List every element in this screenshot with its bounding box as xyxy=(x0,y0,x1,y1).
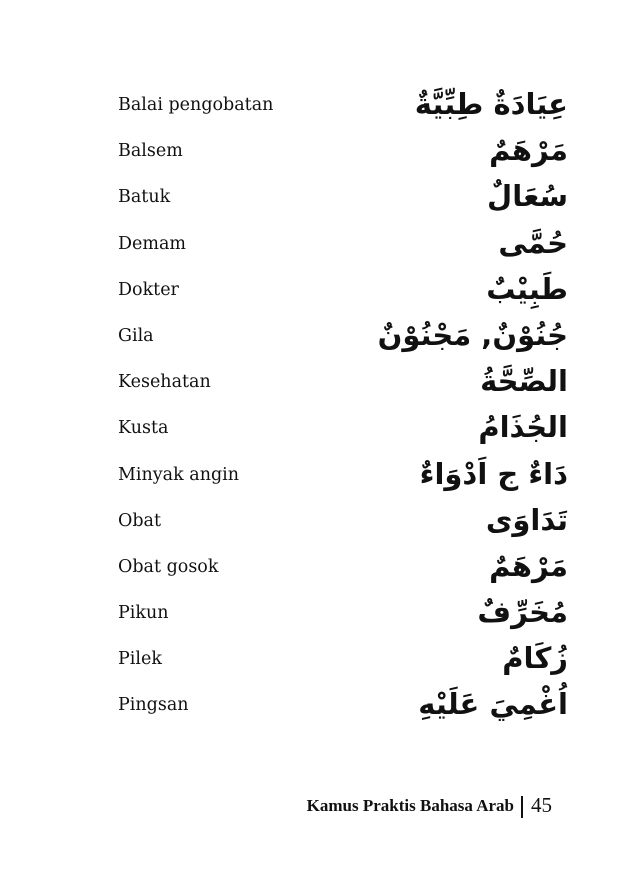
entry-indonesian: Kusta xyxy=(118,418,169,439)
entry-list xyxy=(0,82,638,729)
entry-row xyxy=(0,590,638,636)
entry-arabic: عِيَادَةٌ طِبِّيَّةٌ xyxy=(414,87,568,121)
entry-indonesian: Kesehatan xyxy=(118,372,211,393)
entry-row xyxy=(0,82,638,128)
entry-row xyxy=(0,544,638,590)
entry-arabic: مَرْهَمٌ xyxy=(489,548,568,583)
entry-row xyxy=(0,267,638,313)
page-footer xyxy=(0,790,638,830)
entry-arabic: دَاءٌ ج اَدْوَاءٌ xyxy=(419,456,568,491)
book-title: Kamus Praktis Bahasa Arab xyxy=(306,796,514,815)
entry-arabic: مُخَرِّفٌ xyxy=(477,595,568,630)
entry-indonesian: Pikun xyxy=(118,603,169,624)
entry-row xyxy=(0,452,638,498)
entry-row xyxy=(0,498,638,544)
entry-indonesian: Gila xyxy=(118,325,154,346)
entry-indonesian: Batuk xyxy=(118,187,171,208)
entry-indonesian: Dokter xyxy=(118,279,179,300)
entry-arabic: زُكَامٌ xyxy=(502,641,568,676)
entry-indonesian: Minyak angin xyxy=(118,464,240,485)
entry-arabic: مَرْهَمٌ xyxy=(489,133,568,168)
entry-indonesian: Balsem xyxy=(118,141,183,162)
entry-arabic: الجُذَامُ xyxy=(478,410,568,445)
entry-row xyxy=(0,313,638,359)
entry-indonesian: Pingsan xyxy=(118,695,189,716)
entry-indonesian: Obat gosok xyxy=(118,556,219,577)
entry-arabic: الصِّحَّةُ xyxy=(480,364,568,399)
entry-indonesian: Demam xyxy=(118,233,187,254)
entry-row xyxy=(0,405,638,451)
entry-arabic: طَبِيْبٌ xyxy=(486,271,568,306)
entry-row xyxy=(0,682,638,728)
entry-arabic: اُغْمِيَ عَلَيْهِ xyxy=(418,687,568,722)
entry-row xyxy=(0,359,638,405)
footer-divider xyxy=(521,796,523,818)
entry-row xyxy=(0,221,638,267)
entry-arabic: جُنُوْنٌ, مَجْنُوْنٌ xyxy=(377,317,568,352)
entry-row xyxy=(0,174,638,220)
entry-indonesian: Obat xyxy=(118,510,162,531)
entry-indonesian: Pilek xyxy=(118,649,162,670)
entry-arabic: تَدَاوَى xyxy=(485,502,568,537)
entry-indonesian: Balai pengobatan xyxy=(118,95,274,115)
entry-arabic: سُعَالٌ xyxy=(487,179,568,214)
page-number: 45 xyxy=(531,793,552,817)
entry-row xyxy=(0,636,638,682)
entry-arabic: حُمَّى xyxy=(498,225,568,260)
entry-row xyxy=(0,128,638,174)
